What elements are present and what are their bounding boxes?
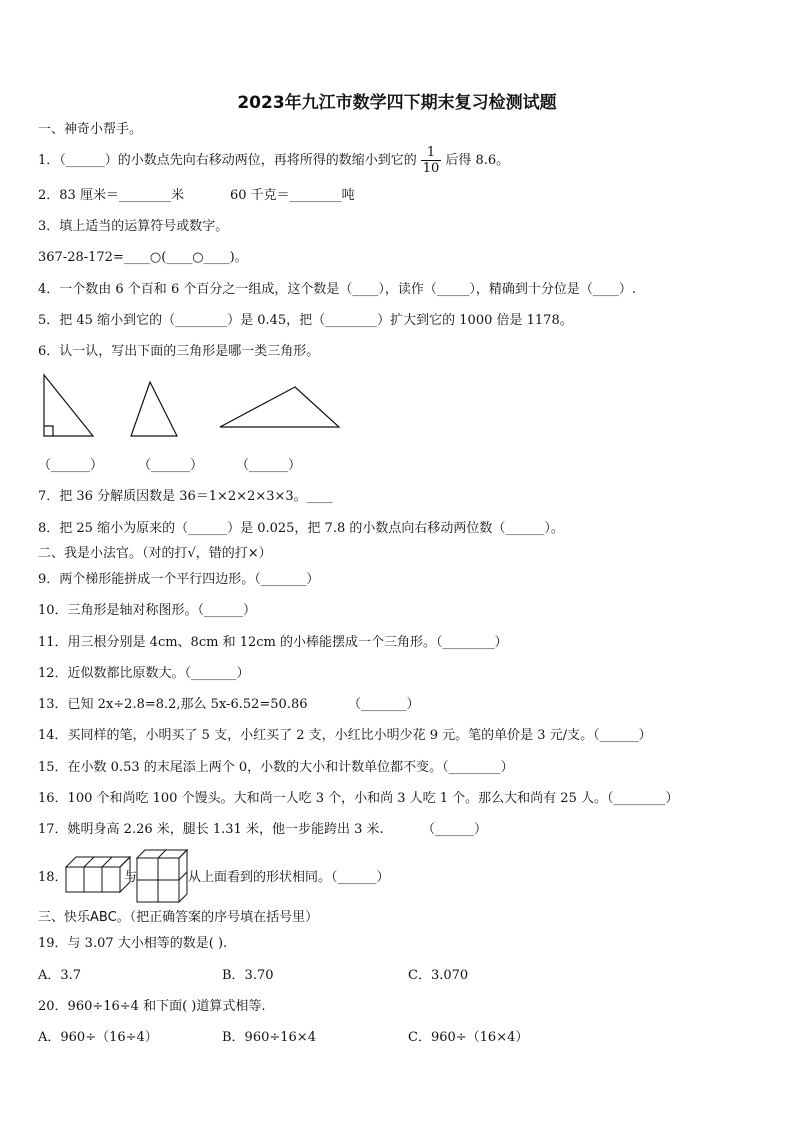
question-5: 5．把 45 缩小到它的（________）是 0.45，把（________）扩大到它的 1000 倍是 1178。 — [38, 313, 573, 328]
question-19-option-a: A．3.7 — [38, 968, 82, 983]
question-18-connector: 与 — [124, 870, 138, 885]
fraction-numerator: 1 — [421, 145, 442, 161]
question-20-option-a: A．960÷（16÷4） — [38, 1030, 158, 1045]
question-18-text: 从上面看到的形状相同。（______） — [188, 870, 390, 885]
question-19-option-b: B．3.70 — [222, 968, 274, 983]
question-8: 8．把 25 缩小为原来的（______）是 0.025，把 7.8 的小数点向右移动两位数（______）。 — [38, 521, 564, 536]
question-3-expression: 367-28-172=____○(____○____)。 — [38, 250, 248, 265]
question-1-text: 1．（______）的小数点先向右移动两位，再将所得的数缩小到它的 — [38, 153, 417, 168]
question-4: 4．一个数由 6 个百和 6 个百分之一组成，这个数是（____），读作（_____），精确到十分位是（____）. — [38, 282, 636, 297]
question-11: 11．用三根分别是 4cm、8cm 和 12cm 的小棒能摆成一个三角形。（________） — [38, 635, 508, 650]
question-19-option-c: C．3.070 — [408, 968, 469, 983]
question-1 — [38, 144, 509, 178]
question-10: 10．三角形是轴对称图形。（______） — [38, 603, 257, 618]
triangle-2-blank: （______） — [138, 458, 204, 473]
question-16: 16．100 个和尚吃 100 个馒头。大和尚一人吃 3 个，小和尚 3 人吃 1 个。那么大和尚有 25 人。（________） — [38, 791, 679, 806]
question-20: 20．960÷16÷4 和下面( )道算式相等. — [38, 999, 266, 1014]
question-17: 17．姚明身高 2.26 米，腿长 1.31 米，他一步能跨出 3 米. — [38, 822, 384, 837]
question-9: 9．两个梯形能拼成一个平行四边形。（_______） — [38, 572, 320, 587]
question-20-option-c: C．960÷（16×4） — [408, 1030, 529, 1045]
question-1-tail: 后得 8.6。 — [445, 153, 510, 168]
acute-triangle — [131, 382, 177, 436]
section-3-heading: 三、快乐ABC。（把正确答案的序号填在括号里） — [38, 910, 319, 925]
obtuse-triangle — [220, 387, 339, 427]
page-title: 2023年九江市数学四下期末复习检测试题 — [237, 93, 557, 113]
section-2-heading: 二、我是小法官。（对的打√，错的打×） — [38, 546, 272, 561]
question-15: 15．在小数 0.53 的末尾添上两个 0，小数的大小和计数单位都不变。（________） — [38, 760, 514, 775]
question-17-blank: （______） — [422, 822, 488, 837]
question-13: 13．已知 2x÷2.8=8.2,那么 5x-6.52=50.86 — [38, 697, 308, 712]
fraction-denominator: 10 — [422, 161, 440, 176]
right-triangle — [44, 375, 93, 436]
section-1-heading: 一、神奇小帮手。 — [38, 122, 143, 137]
question-2b: 60 千克＝________吨 — [230, 188, 355, 203]
question-18-number: 18． — [38, 870, 68, 885]
cube-figure-stack — [135, 848, 195, 908]
question-14: 14．买同样的笔，小明买了 5 支，小红买了 2 支，小红比小明少花 9 元。笔的单价是 3 元/支。（______） — [38, 728, 652, 743]
question-13-blank: （_______） — [348, 697, 420, 712]
question-3: 3．填上适当的运算符号或数字。 — [38, 219, 229, 234]
question-19: 19．与 3.07 大小相等的数是( ). — [38, 936, 228, 951]
triangles-figure — [0, 368, 794, 448]
question-12: 12．近似数都比原数大。（_______） — [38, 666, 250, 681]
question-20-option-b: B．960÷16×4 — [222, 1030, 316, 1045]
question-6: 6．认一认，写出下面的三角形是哪一类三角形。 — [38, 344, 320, 359]
fraction-one-tenth — [421, 145, 442, 176]
question-7: 7．把 36 分解质因数是 36＝1×2×2×3×3。____ — [38, 489, 333, 504]
question-2a: 2．83 厘米＝________米 — [38, 188, 184, 203]
triangle-1-blank: （______） — [38, 458, 104, 473]
triangle-3-blank: （______） — [236, 458, 302, 473]
